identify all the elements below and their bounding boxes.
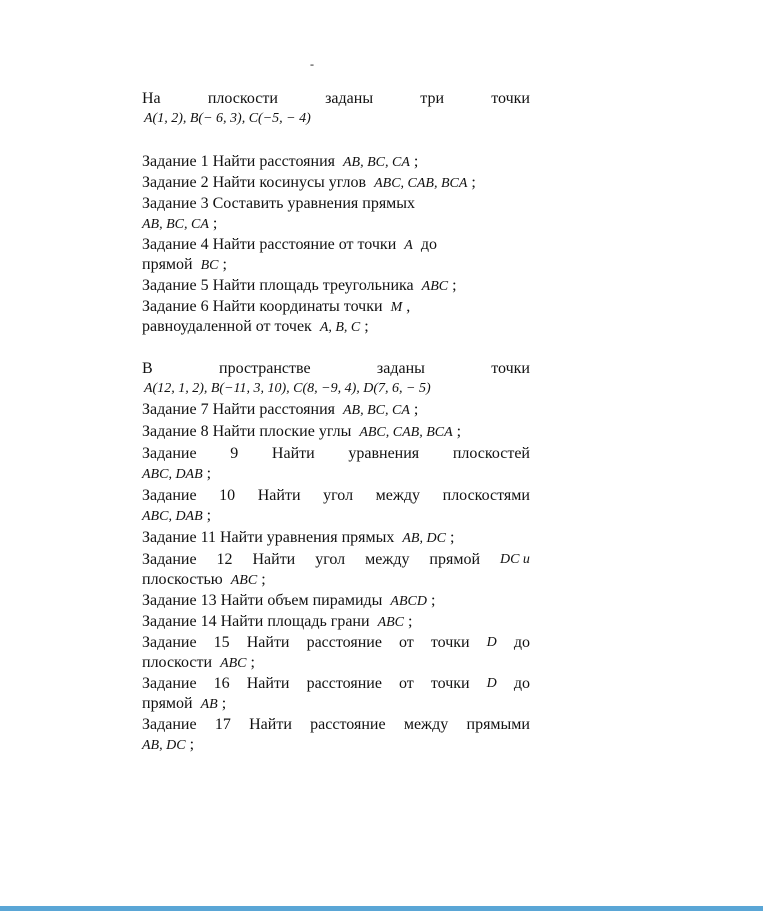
task-word: прямыми bbox=[466, 716, 530, 733]
task-word: Задание bbox=[142, 551, 197, 568]
task-word: между bbox=[365, 551, 410, 568]
task-word: D bbox=[486, 635, 497, 650]
task-label: Задание 11 Найти уравнения прямых bbox=[142, 529, 395, 546]
task-word: угол bbox=[315, 551, 346, 568]
task-end: ; bbox=[364, 318, 369, 335]
plane-intro-word: плоскости bbox=[207, 90, 278, 107]
task-4 bbox=[142, 235, 530, 255]
task-label: Задание 3 Составить уравнения прямых bbox=[142, 195, 416, 212]
plane-intro-word: На bbox=[142, 90, 161, 107]
task-end: ; bbox=[471, 174, 476, 191]
space-intro-word: точки bbox=[491, 360, 530, 377]
task-end: ; bbox=[456, 423, 462, 440]
task-12 bbox=[142, 550, 530, 570]
spacer bbox=[142, 337, 530, 359]
task-math: ABC, CAB, BCA bbox=[374, 176, 468, 191]
task-word: расстояние bbox=[310, 716, 386, 733]
task-math: ABC bbox=[377, 615, 405, 630]
task-16 bbox=[142, 674, 530, 694]
task-word: до bbox=[513, 634, 530, 651]
task-label: Задание 6 Найти координаты точки bbox=[142, 298, 383, 315]
task-3-cont bbox=[142, 214, 530, 234]
task-3 bbox=[142, 194, 530, 214]
task-label: Задание 8 Найти плоские углы bbox=[142, 423, 352, 440]
header-dash: - bbox=[310, 57, 314, 71]
task-word: до bbox=[513, 675, 530, 692]
task-end: ; bbox=[413, 153, 419, 170]
task-math: ABC bbox=[230, 573, 258, 588]
task-word: Найти bbox=[271, 445, 315, 462]
task-end: ; bbox=[413, 401, 419, 418]
task-end: ; bbox=[452, 277, 457, 294]
task-4-cont bbox=[142, 255, 530, 275]
task-math: AB, BC, CA bbox=[342, 403, 410, 418]
plane-intro-word: точки bbox=[491, 90, 530, 107]
task-word: Найти bbox=[257, 487, 301, 504]
task-math: BC bbox=[200, 258, 219, 273]
task-16-cont bbox=[142, 694, 530, 714]
task-math: AB, DC bbox=[142, 738, 186, 753]
task-word: плоскостями bbox=[442, 487, 530, 504]
task-10 bbox=[142, 486, 530, 506]
task-line2: плоскостью bbox=[142, 571, 223, 588]
task-line2: плоскости bbox=[142, 654, 213, 671]
task-math: ABCD bbox=[390, 594, 427, 609]
task-end: ; bbox=[212, 215, 218, 232]
task-end: ; bbox=[206, 465, 212, 482]
task-8 bbox=[142, 422, 530, 442]
bottom-border bbox=[0, 906, 763, 911]
task-word: 12 bbox=[216, 551, 233, 568]
task-math: AB, DC bbox=[402, 531, 446, 546]
task-word: от bbox=[399, 675, 414, 692]
task-word: Задание bbox=[142, 716, 197, 733]
task-end: ; bbox=[222, 256, 227, 273]
task-word: 9 bbox=[230, 445, 239, 462]
task-end: ; bbox=[250, 654, 255, 671]
task-line2: прямой bbox=[142, 695, 193, 712]
task-word: угол bbox=[323, 487, 354, 504]
task-17 bbox=[142, 715, 530, 735]
plane-intro-word: три bbox=[420, 90, 445, 107]
task-end: , bbox=[406, 298, 411, 315]
task-word: расстояние bbox=[306, 675, 382, 692]
task-word: расстояние bbox=[306, 634, 382, 651]
task-word: D bbox=[486, 676, 497, 691]
task-word: плоскостей bbox=[452, 445, 530, 462]
task-13 bbox=[142, 591, 530, 611]
task-word: 17 bbox=[214, 716, 231, 733]
task-label: Задание 4 Найти расстояние от точки bbox=[142, 236, 397, 253]
task-word: точки bbox=[430, 634, 470, 651]
task-end: ; bbox=[261, 571, 266, 588]
task-word: 10 bbox=[219, 487, 236, 504]
task-9-cont bbox=[142, 464, 530, 484]
task-label-2: до bbox=[420, 236, 437, 253]
task-line2: прямой bbox=[142, 256, 193, 273]
document-content bbox=[142, 89, 530, 755]
task-word: Задание bbox=[142, 675, 197, 692]
task-10-cont bbox=[142, 506, 530, 526]
task-label: Задание 1 Найти расстояния bbox=[142, 153, 335, 170]
task-word: 15 bbox=[213, 634, 230, 651]
task-word: между bbox=[375, 487, 421, 504]
task-15 bbox=[142, 633, 530, 653]
task-math: ABC bbox=[421, 279, 449, 294]
task-2 bbox=[142, 173, 530, 193]
task-6-cont bbox=[142, 317, 530, 337]
task-math: ABC, DAB bbox=[142, 509, 203, 524]
task-label: Задание 5 Найти площадь треугольника bbox=[142, 277, 414, 294]
task-7 bbox=[142, 400, 530, 420]
task-word: прямой bbox=[429, 551, 481, 568]
task-end: ; bbox=[430, 592, 436, 609]
task-math: ABC bbox=[220, 656, 247, 671]
task-math: ABC, DAB bbox=[142, 467, 203, 482]
task-end: ; bbox=[408, 613, 413, 630]
task-math: M bbox=[390, 300, 403, 315]
task-word: Найти bbox=[252, 551, 296, 568]
space-intro-word: заданы bbox=[376, 360, 425, 377]
task-math: A bbox=[404, 238, 413, 253]
task-math: A, B, C bbox=[319, 320, 361, 335]
space-intro-word: В bbox=[142, 360, 153, 377]
task-word: Найти bbox=[246, 675, 290, 692]
task-5 bbox=[142, 276, 530, 296]
space-intro-word: пространстве bbox=[219, 360, 311, 377]
task-word: Найти bbox=[249, 716, 292, 733]
task-end: ; bbox=[206, 507, 212, 524]
task-1 bbox=[142, 152, 530, 172]
task-label: Задание 2 Найти косинусы углов bbox=[142, 174, 367, 191]
task-word: DC и bbox=[499, 552, 530, 567]
task-word: от bbox=[399, 634, 414, 651]
task-9 bbox=[142, 444, 530, 464]
task-end: ; bbox=[189, 736, 195, 753]
task-math: AB, BC, CA bbox=[342, 155, 410, 170]
task-word: Задание bbox=[142, 445, 197, 462]
space-points: A(12, 1, 2), B(−11, 3, 10), C(8, −9, 4), D(7, 6, − 5) bbox=[144, 381, 431, 396]
task-math: ABC, CAB, BCA bbox=[359, 425, 453, 440]
plane-intro-word: заданы bbox=[325, 90, 374, 107]
task-word: Задание bbox=[142, 487, 197, 504]
task-line2: равноудаленной от точек bbox=[142, 318, 312, 335]
spacer bbox=[142, 129, 530, 151]
task-end: ; bbox=[221, 695, 227, 712]
plane-points: A(1, 2), B(− 6, 3), C(−5, − 4) bbox=[144, 111, 311, 126]
space-intro bbox=[142, 359, 530, 379]
task-12-cont bbox=[142, 570, 530, 590]
task-word: Задание bbox=[142, 634, 197, 651]
task-17-cont bbox=[142, 735, 530, 755]
task-math: AB bbox=[200, 697, 218, 712]
task-11 bbox=[142, 528, 530, 548]
task-word: уравнения bbox=[348, 445, 420, 462]
task-word: между bbox=[403, 716, 449, 733]
task-label: Задание 7 Найти расстояния bbox=[142, 401, 335, 418]
plane-intro bbox=[142, 89, 530, 109]
task-word: точки bbox=[430, 675, 470, 692]
task-label: Задание 14 Найти площадь грани bbox=[142, 613, 370, 630]
task-label: Задание 13 Найти объем пирамиды bbox=[142, 592, 383, 609]
task-math: AB, BC, CA bbox=[142, 217, 209, 232]
task-14 bbox=[142, 612, 530, 632]
task-word: Найти bbox=[246, 634, 290, 651]
task-15-cont bbox=[142, 653, 530, 673]
task-6 bbox=[142, 297, 530, 317]
task-word: 16 bbox=[213, 675, 230, 692]
task-end: ; bbox=[449, 529, 455, 546]
